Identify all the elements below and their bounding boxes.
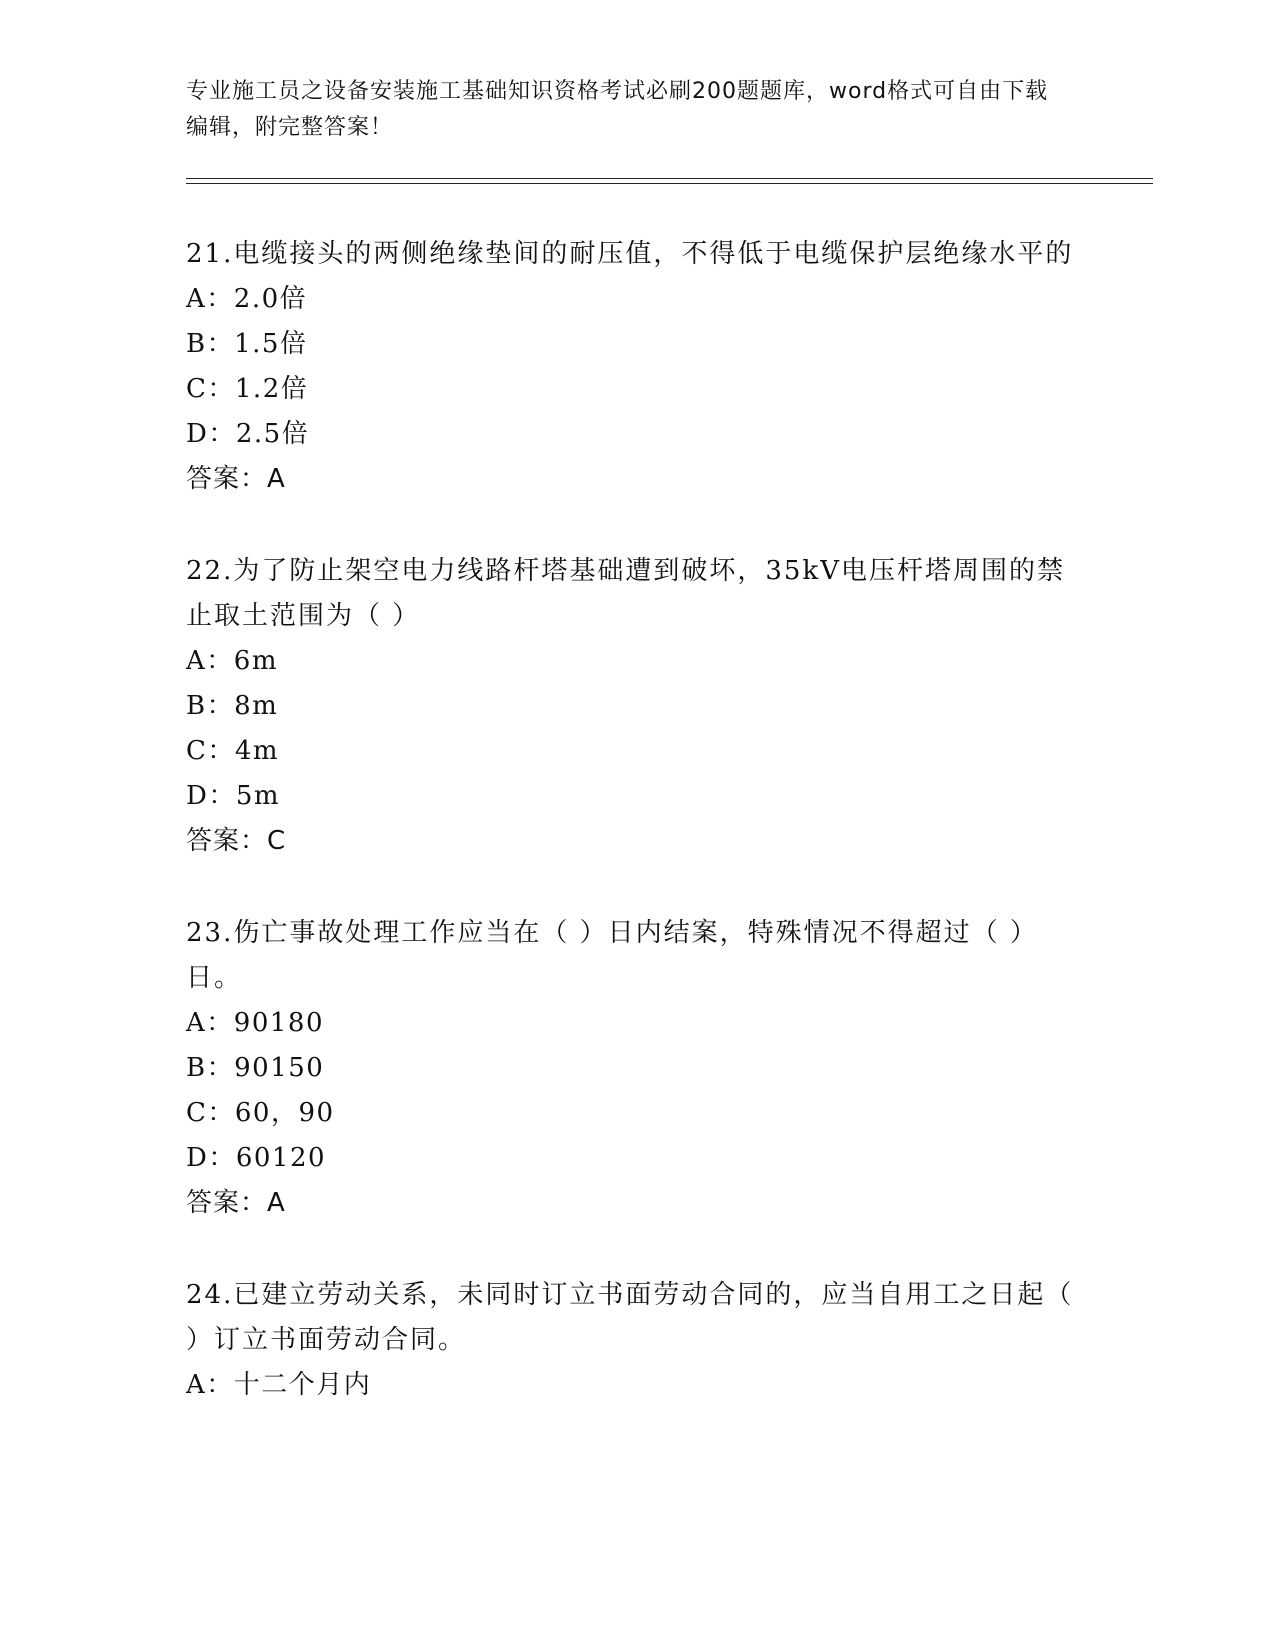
question-21: [186, 232, 1086, 502]
option-a: A：十二个月内: [186, 1370, 372, 1400]
answer: 答案：A: [186, 1188, 286, 1218]
question-text: 23.伤亡事故处理工作应当在（ ）日内结案，特殊情况不得超过（ ）日。: [186, 918, 1038, 993]
question-22: [186, 549, 1086, 864]
question-text: 22.为了防止架空电力线路杆塔基础遭到破坏，35kV电压杆塔周围的禁止取土范围为（ ）: [186, 556, 1065, 631]
option-a: A：90180: [186, 1008, 324, 1038]
answer: 答案：A: [186, 464, 286, 494]
question-text: 21.电缆接头的两侧绝缘垫间的耐压值，不得低于电缆保护层绝缘水平的: [186, 239, 1074, 269]
question-23: [186, 911, 1086, 1226]
option-b: B：8m: [186, 691, 279, 721]
option-b: B：1.5倍: [186, 329, 308, 359]
option-b: B：90150: [186, 1053, 325, 1083]
option-a: A：2.0倍: [186, 284, 308, 314]
header-divider-bottom: [186, 183, 1153, 184]
option-c: C：60，90: [186, 1098, 335, 1128]
question-text: 24.已建立劳动关系，未同时订立书面劳动合同的，应当自用工之日起（ ）订立书面劳动合同。: [186, 1280, 1074, 1355]
option-c: C：4m: [186, 736, 280, 766]
option-c: C：1.2倍: [186, 374, 309, 404]
answer: 答案：C: [186, 826, 287, 856]
option-a: A：6m: [186, 646, 278, 676]
option-d: D：5m: [186, 781, 281, 811]
question-24: [186, 1273, 1086, 1408]
option-d: D：60120: [186, 1143, 327, 1173]
header-divider-top: [186, 178, 1153, 179]
option-d: D：2.5倍: [186, 419, 310, 449]
document-header: 专业施工员之设备安装施工基础知识资格考试必刷200题题库，word格式可自由下载编辑，附完整答案！: [186, 79, 1049, 140]
question-list: [186, 232, 1086, 1455]
